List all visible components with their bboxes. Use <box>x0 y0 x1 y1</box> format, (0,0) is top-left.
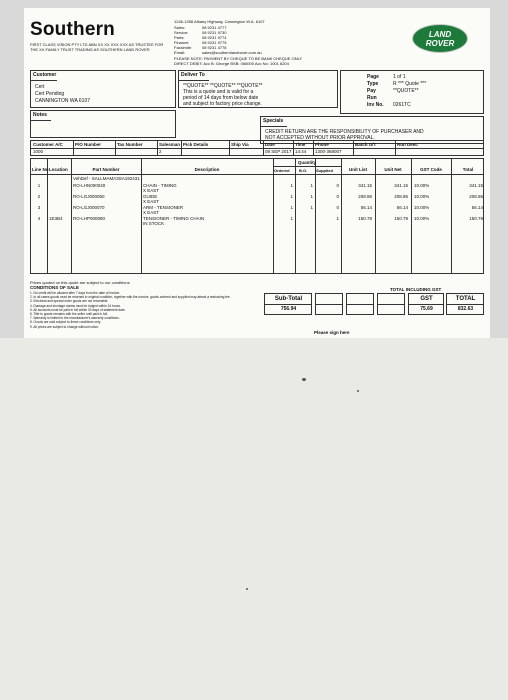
row-unit-nett: 150.79 <box>394 216 408 221</box>
row-unit-list: 56.14 <box>360 205 372 210</box>
payment-note: PLEASE NOTE: PAYMENT BY CHEQUE TO BE BANK CHEQUE ONLY <box>174 56 303 61</box>
customer-line-3: CANNINGTON WA 6107 <box>35 98 91 104</box>
row-supplied: 0 <box>336 194 339 199</box>
info-value: 14:44 <box>295 149 307 154</box>
doc-info-label: Inv No. <box>367 102 384 108</box>
company-name: Southern <box>30 19 115 40</box>
deliver-to-line-1: **QUOTE** **QUOTE** **QUOTE** <box>183 83 263 89</box>
company-address: 1246-1258 Albany Highway, Cannington W.A. 6107 <box>174 19 265 24</box>
row-line-no: 2 <box>37 194 41 199</box>
items-table <box>30 158 484 274</box>
info-header: Date <box>265 142 275 147</box>
row-description-2: X EAST <box>143 199 160 204</box>
conditions-title: CONDITIONS OF SALE <box>30 285 80 290</box>
info-header: Customer A/C <box>33 142 63 147</box>
info-header: Tax Number <box>117 142 143 147</box>
contact-label: Service: <box>174 30 189 35</box>
row-location: 1E3B4 <box>49 216 63 221</box>
contact-value: 08 9231 9730 <box>202 30 227 35</box>
row-unit-nett: 56.14 <box>396 205 408 210</box>
header-gst-code: GST Code <box>420 167 442 172</box>
grand-total-label: TOTAL <box>455 296 476 302</box>
subtotal-box <box>264 293 312 315</box>
grand-total-box <box>446 293 484 315</box>
info-value: 2 <box>159 149 162 154</box>
row-description-2: X EAST <box>143 188 160 193</box>
row-bo: 1 <box>310 205 313 210</box>
row-unit-list: 208.86 <box>358 194 372 199</box>
scan-speck <box>357 390 359 392</box>
row-bo: 1 <box>310 183 313 188</box>
info-value: 1300-368007 <box>315 149 342 154</box>
row-line-no: 1 <box>37 183 41 188</box>
customer-box <box>30 70 176 108</box>
invoice-paper <box>24 8 490 346</box>
company-tagline: FIRST CLASS VISION PTY LTD ABN XX XX XXX XXX AS TRUSTEE FOR <box>30 42 164 47</box>
contact-value: 08 9231 9774 <box>202 35 227 40</box>
header-part-number: Part Number <box>92 167 120 172</box>
doc-info-value: 1 of 1 <box>393 74 406 80</box>
row-gst-code: 10.00% <box>414 216 430 221</box>
row-part-number: RO-LGJ000070 <box>73 205 105 210</box>
row-description: CHAIN - TIMING <box>143 183 177 188</box>
row-part-number: RO-LHP000080 <box>73 216 106 221</box>
row-gst-code: 10.00% <box>414 205 430 210</box>
direct-debit-note: DIRECT DEBIT: Acc B: George BSB: 066000 Acc No: 1001 6204 <box>174 61 289 66</box>
row-supplied: 0 <box>336 183 339 188</box>
empty-total-box-1 <box>315 293 343 315</box>
row-part-number: RO-LHN000040 <box>73 183 106 188</box>
customer-line-2: Cert Pending <box>35 91 65 97</box>
contact-value: 08 9231 4777 <box>202 25 227 30</box>
contact-label: Parts: <box>174 35 185 40</box>
deliver-to-line-4: and subject to factory price change. <box>183 101 262 107</box>
info-header: Phone <box>315 142 329 147</box>
info-header: Time <box>295 142 306 147</box>
scanner-bed-area <box>0 338 508 700</box>
condition-line: 3. Electrical and special order goods are not returnable. <box>30 299 109 304</box>
empty-total-box-2 <box>346 293 374 315</box>
doc-info-value: R *** Quote *** <box>393 81 427 87</box>
deliver-to-box <box>178 70 338 108</box>
specials-label: Specials <box>263 118 284 124</box>
row-line-no: 3 <box>37 205 41 210</box>
row-ordered: 1 <box>290 205 293 210</box>
row-unit-list: 341.15 <box>358 183 372 188</box>
header-ordered: Ordered <box>274 168 290 173</box>
info-header: Batch O/T <box>355 142 377 147</box>
contact-value: sales@southernlandrover.com.au <box>202 50 262 55</box>
doc-info-label: Run <box>367 95 377 101</box>
deliver-to-label: Deliver To <box>181 72 205 78</box>
row-ordered: 1 <box>290 216 293 221</box>
order-info-table <box>30 140 484 156</box>
subtotal-label: Sub-Total <box>274 296 303 302</box>
specials-line-1: CREDIT RETURN ARE THE RESPONSIBILITY OF PURCHASER AND <box>265 129 424 135</box>
info-header: Ship Via <box>231 142 249 147</box>
condition-line: 9. All prices are subject to change without notice. <box>30 324 99 329</box>
vin-line: VehDef - SALLMAMA3SA192431 <box>73 176 140 181</box>
doc-info-label: Type <box>367 81 379 87</box>
row-gst-code: 10.00% <box>414 194 430 199</box>
row-line-no: 4 <box>37 216 41 221</box>
condition-line: 6. Title to goods remains with the seller until paid in full. <box>30 312 108 316</box>
header-location: Location <box>49 167 68 172</box>
header-unit-nett: Unit Net <box>384 167 402 172</box>
gst-value: 75.69 <box>420 306 433 312</box>
info-header: Salesman <box>159 142 181 147</box>
condition-line: 4. Damage and shortage claims must be lodged within 24 hours. <box>30 303 121 308</box>
doc-info-value: **QUOTE** <box>393 88 419 94</box>
total-including-gst-label: TOTAL INCLUDING GST <box>390 287 442 292</box>
row-ordered: 1 <box>290 194 293 199</box>
row-gst-code: 10.00% <box>414 183 430 188</box>
specials-line-2: NOT ACCEPTED WITHOUT PRIOR APPROVAL. <box>265 135 375 141</box>
header-total: Total <box>462 167 474 172</box>
header-line-no: Line No <box>32 167 49 172</box>
row-ordered: 1 <box>290 183 293 188</box>
header-bo: B.O. <box>299 168 308 173</box>
scan-speck <box>246 588 248 590</box>
deliver-to-line-2: This is a quote and is valid for a <box>183 89 254 95</box>
contact-value: 08 9231 9775 <box>202 40 227 45</box>
header-description: Description <box>194 167 220 172</box>
contact-label: Sales: <box>174 25 186 30</box>
document-info-box <box>340 70 484 114</box>
doc-info-value: 0261TC <box>393 102 411 108</box>
row-total: 341.15 <box>469 183 483 188</box>
row-unit-nett: 341.15 <box>394 183 408 188</box>
subtotal-value: 756.94 <box>280 306 297 312</box>
customer-line-1: Cert <box>35 84 45 90</box>
row-unit-nett: 208.86 <box>394 194 408 199</box>
notes-label: Notes <box>33 112 47 118</box>
row-description: TENSIONER - TIMING CHAIN <box>143 216 205 221</box>
gst-box <box>408 293 444 315</box>
row-total: 150.79 <box>469 216 483 221</box>
info-header: Run Desc <box>397 142 418 147</box>
header-quantity: Quantity <box>297 160 317 165</box>
header-unit-list: Unit List <box>349 167 367 172</box>
condition-line: 5. All accounts must be paid in full within 30 days of statement date. <box>30 307 126 312</box>
gst-label: GST <box>420 296 433 302</box>
row-unit-list: 150.78 <box>358 216 372 221</box>
customer-label: Customer <box>33 72 57 78</box>
doc-info-label: Pay <box>367 88 376 94</box>
row-supplied: 1 <box>336 216 339 221</box>
row-bo: 1 <box>310 194 313 199</box>
doc-info-label: Page <box>367 74 379 80</box>
info-header: P/O Number <box>75 142 102 147</box>
contact-label: Finance: <box>174 40 190 45</box>
condition-line: 8. Goods are sold subject to these conditions only. <box>30 320 101 325</box>
condition-line: 7. Warranty is limited to the manufacturer's warranty conditions. <box>30 316 120 321</box>
info-value: 1000 <box>33 149 44 154</box>
condition-line: 1. No credit will be allowed after 7 days from the date of invoice. <box>30 291 121 295</box>
header-supplied: Supplied <box>316 168 333 173</box>
row-total: 208.86 <box>469 194 483 199</box>
contact-value: 08 9231 4778 <box>202 45 227 50</box>
condition-line: 2. In all cases goods must be returned in original condition, together with the invoice, goods ordered and supplied may attract a restocking fee. <box>30 295 231 300</box>
conditions-intro: Prices quoted on this quote are subject to our conditions <box>30 280 130 285</box>
contact-label: Email: <box>174 50 186 55</box>
deliver-to-line-3: period of 14 days from below date <box>183 95 259 101</box>
land-rover-logo: LAND ROVER <box>412 24 468 53</box>
row-description-2: IN STOCK <box>143 221 165 226</box>
grand-total-value: 832.63 <box>457 306 474 312</box>
row-part-number: RO-LGJ000060 <box>73 194 105 199</box>
info-value: 08 SEP 2017 <box>265 149 292 154</box>
notes-box <box>30 110 176 138</box>
row-supplied: 0 <box>336 205 339 210</box>
row-description-2: X EAST <box>143 210 160 215</box>
empty-total-box-3 <box>377 293 405 315</box>
info-header: Pick Details <box>183 142 209 147</box>
scan-speck <box>302 378 306 381</box>
sign-here-label: Please sign here <box>314 330 350 335</box>
row-total: 56.14 <box>471 205 483 210</box>
company-tagline-2: THE XX FAMILY TRUST TRADING AS SOUTHERN LAND ROVER <box>30 47 150 52</box>
contact-label: Facsimile: <box>174 45 193 50</box>
row-description: GUIDE <box>143 194 158 199</box>
row-description: ARM - TENSIONER <box>143 205 184 210</box>
